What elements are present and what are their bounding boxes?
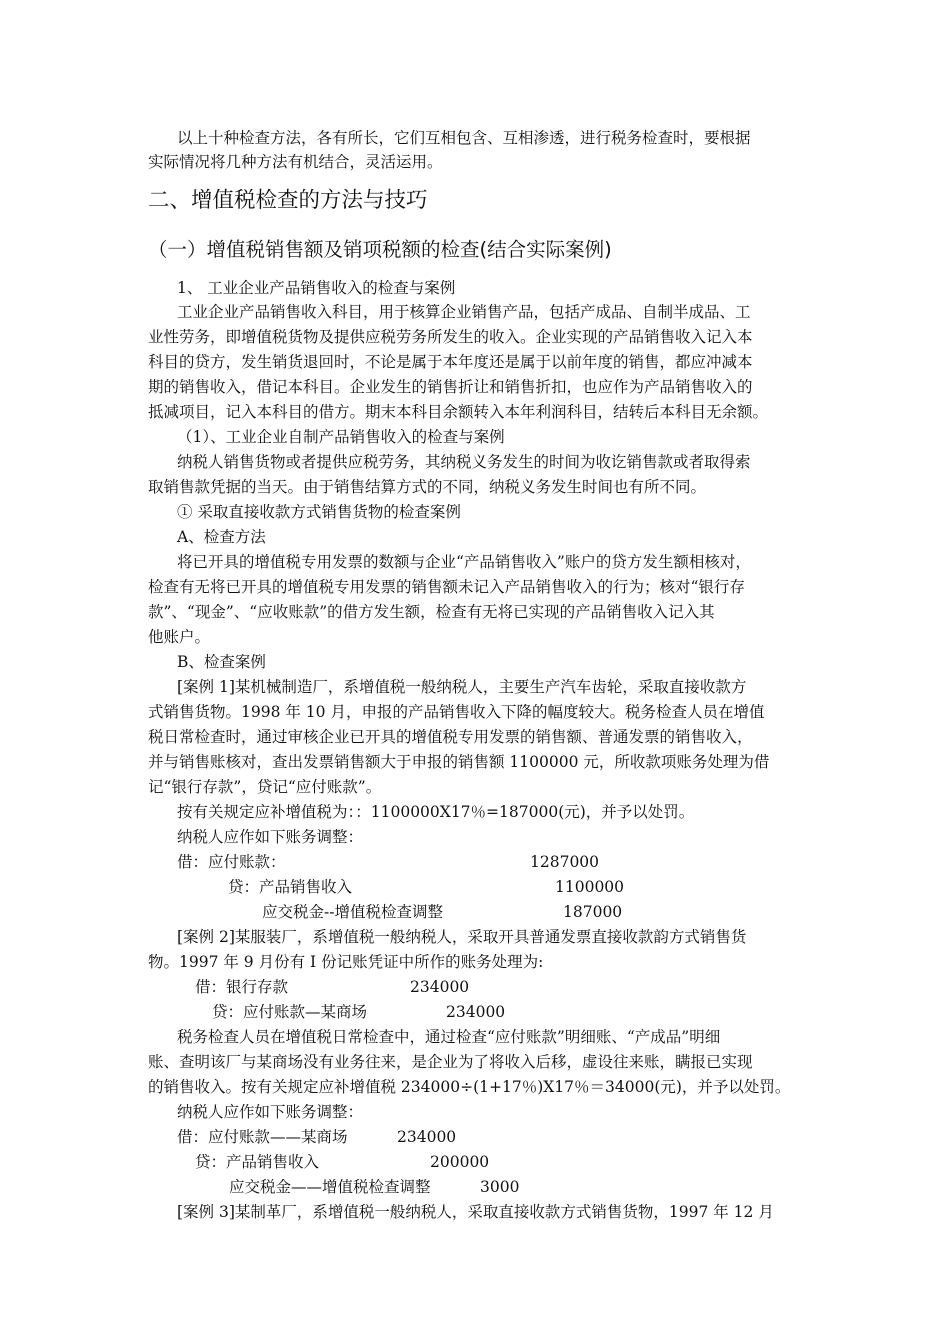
paragraph-line: 税日常检查时，通过审核企业已开具的增值税专用发票的销售额、普通发票的销售收入， — [148, 728, 753, 746]
item-heading: B、检查案例 — [177, 653, 266, 671]
entry-credit-amount: 187000 — [563, 903, 623, 921]
paragraph-line: 物。1997 年 9 月份有 I 份记账凭证中所作的账务处理为: — [148, 953, 544, 971]
paragraph-line: 纳税人销售货物或者提供应税劳务，其纳税义务发生的时间为收讫销售款或者取得索 — [177, 453, 751, 471]
paragraph-line: 科目的贷方，发生销货退回时，不论是属于本年度还是属于以前年度的销售，都应冲减本 — [148, 353, 753, 371]
entry-credit-label: 应交税金——增值税检查调整 — [229, 1178, 431, 1196]
entry-credit-amount: 200000 — [430, 1153, 490, 1171]
paragraph-line: 他账户。 — [148, 628, 211, 646]
paragraph-line: 以上十种检查方法，各有所长，它们互相包含、互相渗透，进行税务检查时，要根据 — [177, 129, 751, 147]
paragraph-line: [案例 1]某机械制造厂，系增值税一般纳税人，主要生产汽车齿轮，采取直接收款方 — [177, 678, 747, 696]
item-heading: A、检查方法 — [177, 528, 266, 546]
entry-credit-label: 贷：产品销售收入 — [195, 1153, 320, 1171]
entry-debit-label: 借：应付账款： — [177, 853, 286, 871]
entry-debit-amount: 234000 — [397, 1128, 457, 1146]
paragraph-line: 按有关规定应补增值税为：：1100000X17％=187000(元)，并予以处罚。 — [177, 803, 695, 821]
paragraph-line: 并与销售账核对，查出发票销售额大于申报的销售额 1100000 元，所收款项账务处理为借 — [148, 753, 770, 771]
entry-credit-label: 贷：应付账款—某商场 — [212, 1003, 368, 1021]
paragraph-line: 税务检查人员在增值税日常检查中，通过检查“应付账款”明细账、“产成品”明细 — [177, 1028, 721, 1046]
entry-credit-label: 应交税金--增值税检查调整 — [262, 903, 443, 921]
subsection-heading: （一）增值税销售额及销项税额的检查(结合实际案例) — [148, 238, 612, 261]
paragraph-line: 的销售收入。按有关规定应补增值税 234000÷(1+17％)X17％＝34000(元)，并予以处罚。 — [148, 1078, 791, 1096]
entry-credit-amount: 1100000 — [555, 878, 625, 896]
paragraph-line: 将已开具的增值税专用发票的数额与企业“产品销售收入”账户的贷方发生额相核对， — [177, 553, 751, 571]
entry-credit-label: 贷：产品销售收入 — [228, 878, 353, 896]
entry-debit-amount: 234000 — [410, 978, 470, 996]
entry-debit-label: 借：银行存款 — [195, 978, 289, 996]
paragraph-line: 实际情况将几种方法有机结合，灵活运用。 — [148, 153, 443, 171]
item-heading: 1、 工业企业产品销售收入的检查与案例 — [177, 279, 456, 297]
section-heading: 二、增值税检查的方法与技巧 — [148, 188, 428, 213]
paragraph-line: [案例 2]某服装厂，系增值税一般纳税人，采取开具普通发票直接收款韵方式销售货 — [177, 928, 747, 946]
paragraph-line: 纳税人应作如下账务调整： — [177, 828, 364, 846]
paragraph-line: 检查有无将已开具的增值税专用发票的销售额未记入产品销售收入的行为；核对“银行存 — [148, 578, 745, 596]
paragraph-line: 式销售货物。1998 年 10 月，申报的产品销售收入下降的幅度较大。税务检查人员在增值 — [148, 703, 765, 721]
entry-debit-amount: 1287000 — [530, 853, 600, 871]
paragraph-line: 账、查明该厂与某商场没有业务往来，是企业为了将收入后移，虚设往来账，瞒报已实现 — [148, 1053, 753, 1071]
entry-credit-amount: 234000 — [446, 1003, 506, 1021]
paragraph-line: 业性劳务，即增值税货物及提供应税劳务所发生的收入。企业实现的产品销售收入记入本 — [148, 328, 753, 346]
paragraph-line: 抵减项目，记入本科目的借方。期末本科目余额转入本年利润科目，结转后本科目无余额。 — [148, 403, 769, 421]
paragraph-line: 取销售款凭据的当天。由于销售结算方式的不同，纳税义务发生时间也有所不同。 — [148, 478, 707, 496]
paragraph-line: [案例 3]某制革厂，系增值税一般纳税人，采取直接收款方式销售货物，1997 年 12 月 — [177, 1203, 774, 1221]
entry-credit-amount: 3000 — [480, 1178, 520, 1196]
item-heading: ① 采取直接收款方式销售货物的检查案例 — [177, 503, 461, 521]
entry-debit-label: 借：应付账款——某商场 — [177, 1128, 348, 1146]
item-heading: （1）、工业企业自制产品销售收入的检查与案例 — [177, 428, 505, 446]
paragraph-line: 纳税人应作如下账务调整： — [177, 1103, 364, 1121]
paragraph-line: 款”、“现金”、“应收账款”的借方发生额，检查有无将已实现的产品销售收入记入其 — [148, 603, 715, 621]
paragraph-line: 记“银行存款”，贷记“应付账款”。 — [148, 778, 382, 796]
paragraph-line: 工业企业产品销售收入科目，用于核算企业销售产品，包括产成品、自制半成品、工 — [177, 303, 751, 321]
paragraph-line: 期的销售收入，借记本科目。企业发生的销售折让和销售折扣，也应作为产品销售收入的 — [148, 378, 753, 396]
